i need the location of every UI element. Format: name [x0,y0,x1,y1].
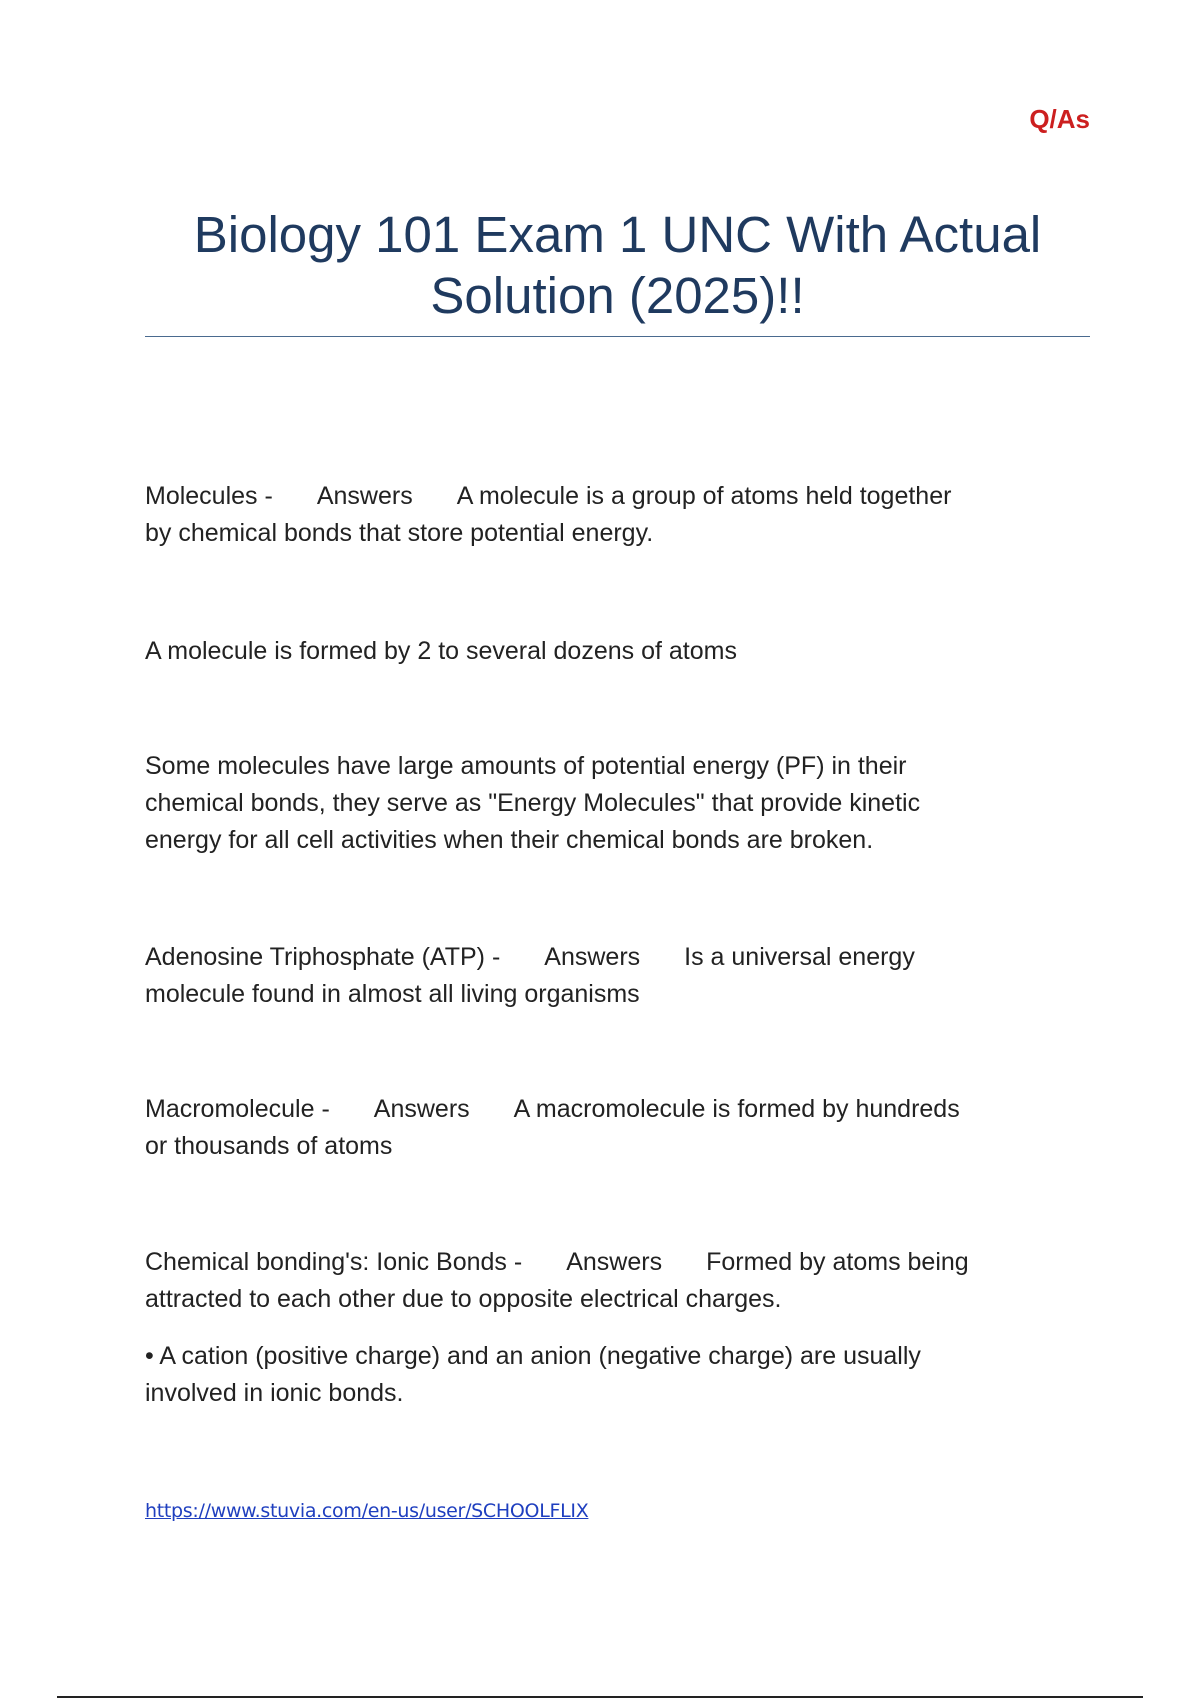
qa-answer-text: A molecule is a group of atoms held together [456,482,952,510]
qa-macromolecule-line-1 [145,1091,1090,1128]
footer-divider [57,1696,1143,1698]
molecules-note-1: A molecule is formed by 2 to several dozens of atoms [145,637,737,665]
qa-ionic-line-2: attracted to each other due to opposite electrical charges. [145,1285,782,1313]
qa-term: Chemical bonding's: Ionic Bonds - [145,1248,523,1276]
qa-answer-label: Answers [373,1095,470,1123]
note-line-1: Some molecules have large amounts of potential energy (PF) in their [145,752,907,780]
qa-answer-label: Answers [566,1248,663,1276]
bullet-line-1: • A cation (positive charge) and an anion (negative charge) are usually [145,1342,921,1370]
document-title [145,204,1090,326]
qa-answer-text: A macromolecule is formed by hundreds [513,1095,960,1123]
note-line-3: energy for all cell activities when their chemical bonds are broken. [145,826,874,854]
qa-molecules [145,478,1090,552]
qa-ionic-bonds [145,1244,1090,1318]
qa-macromolecule-line-2: or thousands of atoms [145,1132,393,1160]
qa-macromolecule [145,1091,1090,1165]
title-divider [145,336,1090,337]
qa-answer-text: Is a universal energy [684,943,915,971]
qa-term: Macromolecule - [145,1095,330,1123]
qa-molecules-line-1 [145,478,1090,515]
title-line-2: Solution (2025)!! [430,267,805,324]
qa-ionic-line-1 [145,1244,1090,1281]
qa-answer-label: Answers [316,482,413,510]
qa-term: Adenosine Triphosphate (ATP) - [145,943,501,971]
qa-answer-label: Answers [544,943,641,971]
bullet-line-2: involved in ionic bonds. [145,1379,404,1407]
qa-atp-line-1 [145,939,1090,976]
stuvia-profile-link[interactable]: https://www.stuvia.com/en-us/user/SCHOOLFLIX [145,1500,589,1522]
qa-atp [145,939,1090,1013]
qa-answer-text: Formed by atoms being [706,1248,969,1276]
qa-term: Molecules - [145,482,273,510]
qas-tag: Q/As [1029,104,1090,134]
title-line-1: Biology 101 Exam 1 UNC With Actual [193,206,1042,263]
qa-atp-line-2: molecule found in almost all living organisms [145,980,640,1008]
molecules-note-2 [145,748,1090,859]
qa-molecules-line-2: by chemical bonds that store potential energy. [145,519,654,547]
ionic-bullet [145,1338,1090,1412]
note-line-2: chemical bonds, they serve as "Energy Molecules" that provide kinetic [145,789,921,817]
